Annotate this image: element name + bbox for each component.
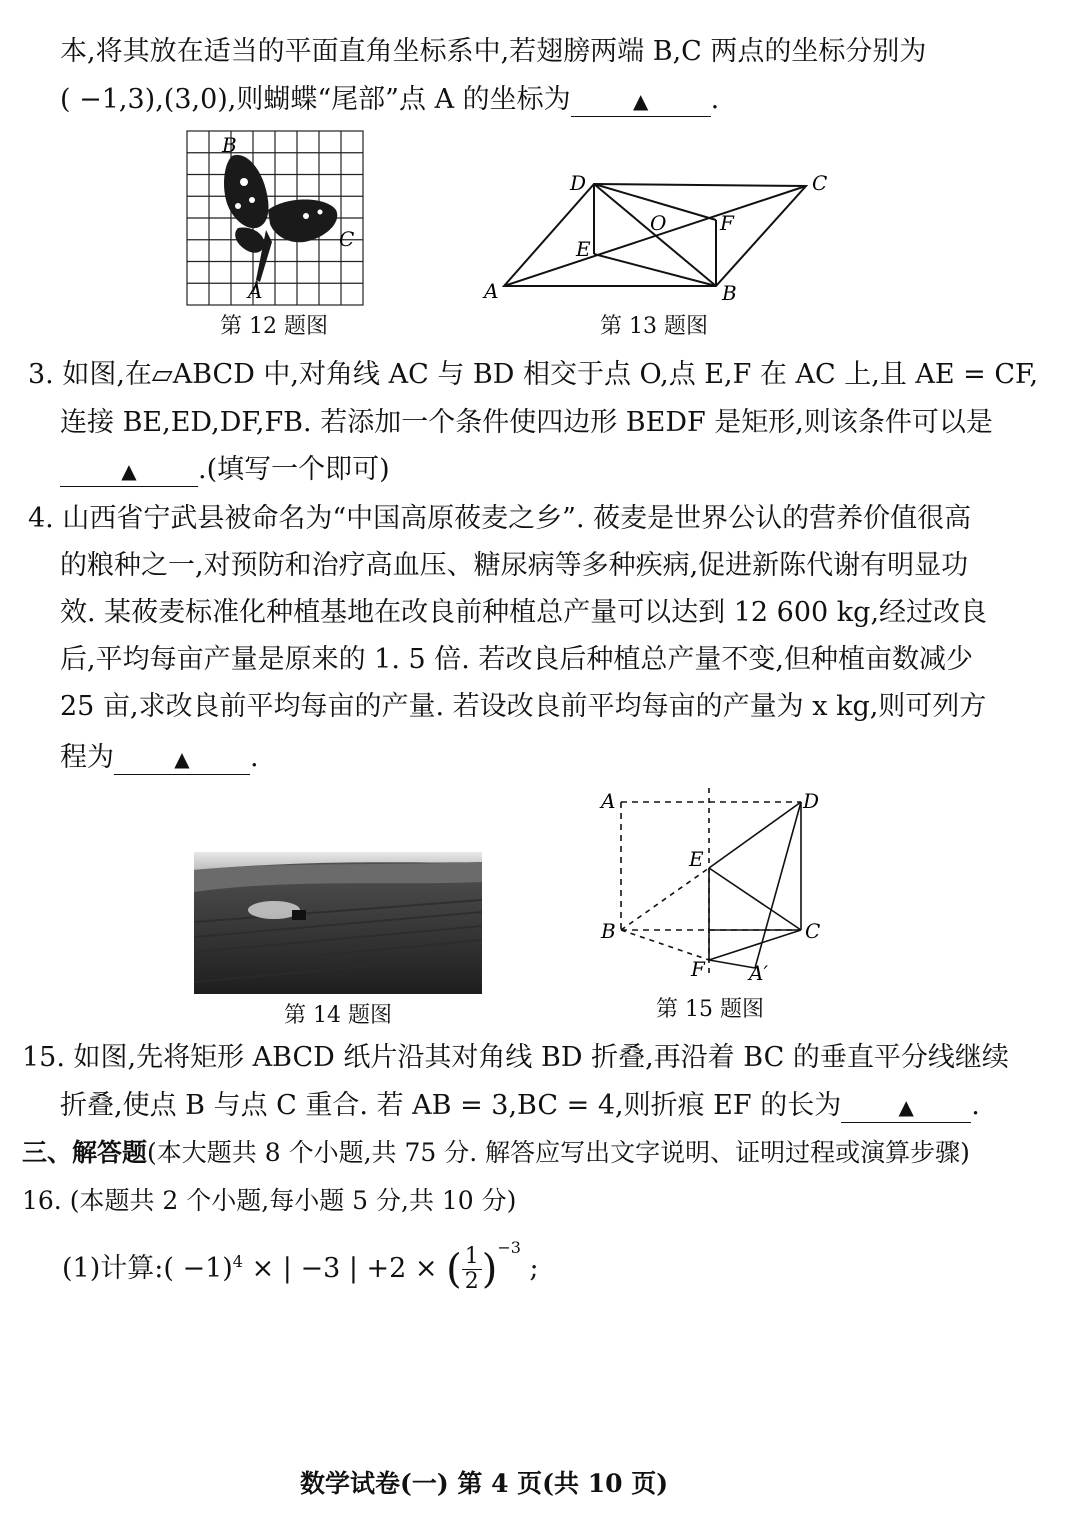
q12-question: ( −1,3),(3,0),则蝴蝶“尾部”点 A 的坐标为 xyxy=(60,84,571,115)
q13-answer-blank[interactable] xyxy=(60,455,198,487)
q14-text-line1: 4. 山西省宁武县被命名为“中国高原莜麦之乡”. 莜麦是世界公认的营养价值很高 xyxy=(28,503,972,534)
q14-equation-prompt: 程为 xyxy=(60,742,114,773)
fig13-label-o: O xyxy=(650,211,667,235)
fig15-label-a: A xyxy=(601,789,616,813)
section3-header xyxy=(22,1135,970,1171)
fig12-label-a: A xyxy=(248,279,263,303)
fig15-label-e: E xyxy=(689,847,704,871)
q14-answer-blank[interactable] xyxy=(114,743,250,775)
fig15-folded-rectangle xyxy=(595,788,835,984)
fig13-label-a: A xyxy=(484,279,499,303)
q15-question: 折叠,使点 B 与点 C 重合. 若 AB = 3,BC = 4,则折痕 EF 的长为 xyxy=(60,1090,842,1121)
fig13-label-b: B xyxy=(722,281,737,305)
section3-title: 三、解答题 xyxy=(22,1138,148,1167)
exponent-4: 4 xyxy=(232,1252,243,1271)
q14-text-line3: 效. 某莜麦标准化种植基地在改良前种植总产量可以达到 12 600 kg,经过改良 xyxy=(60,597,988,628)
fig13-caption: 第 13 题图 xyxy=(600,314,708,339)
fig14-caption: 第 14 题图 xyxy=(284,1003,392,1028)
q13-text-line3 xyxy=(60,452,390,488)
fraction-numerator: 1 xyxy=(462,1245,482,1270)
q12-period: . xyxy=(710,84,720,115)
q13-hint: .(填写一个即可) xyxy=(198,454,390,485)
q15-answer-blank[interactable] xyxy=(841,1091,971,1123)
q16-semicolon: ; xyxy=(529,1253,539,1284)
q12-text-line2 xyxy=(60,82,719,118)
q14-text-line5: 25 亩,求改良前平均每亩的产量. 若设改良前平均每亩的产量为 x kg,则可列方 xyxy=(60,691,987,722)
q14-text-line4: 后,平均每亩产量是原来的 1. 5 倍. 若改良后种植总产量不变,但种植亩数减少 xyxy=(60,644,974,675)
q16-part1 xyxy=(62,1238,539,1294)
q15-text-line2 xyxy=(60,1088,980,1124)
fig15-label-a-prime: A′ xyxy=(749,961,768,984)
fig15-label-c: C xyxy=(805,919,821,943)
fig14-field-photo xyxy=(194,852,482,994)
fig13-label-e: E xyxy=(576,237,591,261)
fig15-caption: 第 15 题图 xyxy=(656,997,764,1022)
q13-text-line2: 连接 BE,ED,DF,FB. 若添加一个条件使四边形 BEDF 是矩形,则该条件可以是 xyxy=(60,407,993,438)
fig12-butterfly-grid xyxy=(186,130,366,308)
fraction-denominator: 2 xyxy=(464,1269,479,1294)
q12-answer-blank[interactable] xyxy=(571,85,711,117)
q14-text-line2: 的粮种之一,对预防和治疗高血压、糖尿病等多种疾病,促进新陈代谢有明显功 xyxy=(60,550,969,581)
q16-header: 16. (本题共 2 个小题,每小题 5 分,共 10 分) xyxy=(22,1186,517,1215)
q15-text-line1: 15. 如图,先将矩形 ABCD 纸片沿其对角线 BD 折叠,再沿着 BC 的垂直平分线继续 xyxy=(22,1042,1009,1073)
exponent-neg3: −3 xyxy=(497,1238,521,1257)
q12-text-line1: 本,将其放在适当的平面直角坐标系中,若翅膀两端 B,C 两点的坐标分别为 xyxy=(60,36,927,67)
fig12-caption: 第 12 题图 xyxy=(220,314,328,339)
fig13-label-d: D xyxy=(570,171,587,195)
fig13-label-f: F xyxy=(720,211,734,235)
fraction-one-half xyxy=(462,1245,482,1294)
fig15-label-d: D xyxy=(803,789,820,813)
butterfly-silhouette xyxy=(224,155,337,296)
fig13-parallelogram xyxy=(480,168,840,308)
q16-part1-label: (1)计算:( −1) xyxy=(62,1253,233,1284)
q15-period: . xyxy=(971,1090,980,1121)
fig12-label-b: B xyxy=(222,133,237,157)
answer-triangle: ▲ xyxy=(121,459,137,483)
q13-text-line1: 3. 如图,在▱ABCD 中,对角线 AC 与 BD 相交于点 O,点 E,F 在 AC 上,且 AE = CF, xyxy=(28,359,1039,390)
q16-part1-expression: × | −3 | +2 × xyxy=(251,1253,438,1284)
fig15-label-f: F xyxy=(691,957,705,981)
right-paren: ) xyxy=(481,1246,498,1293)
q14-text-line6 xyxy=(60,740,259,776)
answer-triangle: ▲ xyxy=(632,89,649,113)
answer-triangle: ▲ xyxy=(898,1095,914,1119)
fig12-label-c: C xyxy=(339,227,355,251)
section3-note: (本大题共 8 个小题,共 75 分. 解答应写出文字说明、证明过程或演算步骤) xyxy=(147,1138,970,1167)
fig13-label-c: C xyxy=(812,171,828,195)
left-paren: ( xyxy=(446,1246,462,1293)
answer-triangle: ▲ xyxy=(174,747,190,771)
q14-period: . xyxy=(250,742,259,773)
page-footer: 数学试卷(一) 第 4 页(共 10 页) xyxy=(300,1469,669,1498)
fig15-label-b: B xyxy=(601,919,616,943)
